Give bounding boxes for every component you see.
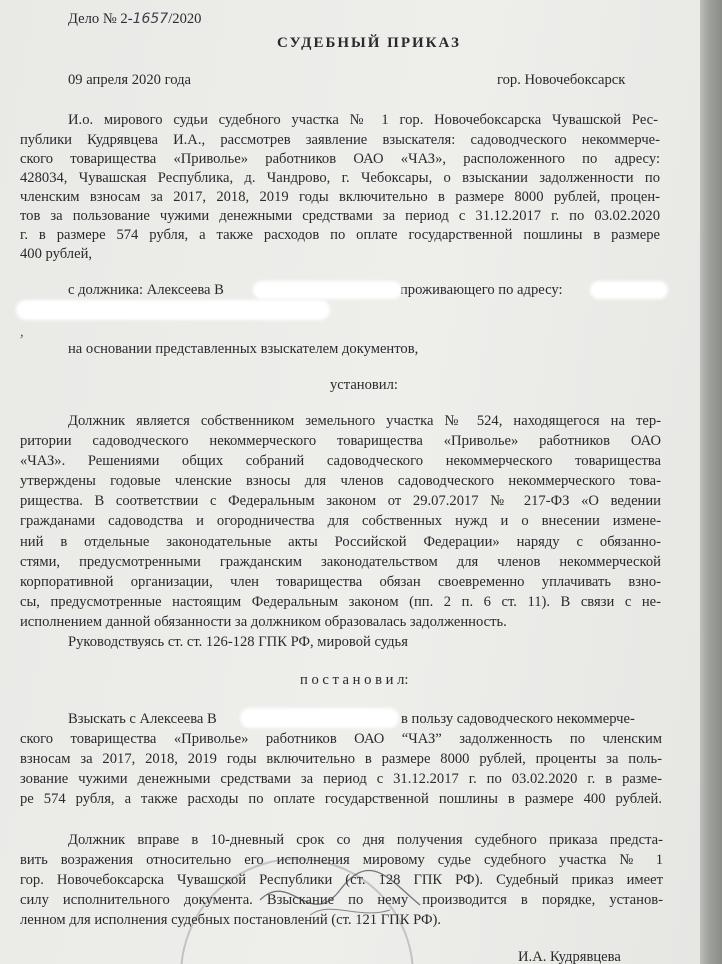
established-line: исполнением данной обязанности за должником образовалась задолженность. [20, 614, 507, 630]
rights-line: Должник вправе в 10-дневный срок со дня получения судебного приказа предста- [68, 832, 663, 848]
established-line: утверждены годовые членские взносы для членов садоводческого некоммерческого това- [20, 473, 661, 489]
document-title: СУДЕБНЫЙ ПРИКАЗ [277, 35, 461, 51]
ruled-heading: п о с т а н о в и л: [300, 672, 409, 688]
debtor-prefix: с должника: Алексеева В [68, 282, 224, 298]
ruled-first-prefix: Взыскать с Алексеева В [68, 711, 217, 727]
established-line: корпоративной организации, член товарищества обязан своевременно уплачивать взно- [20, 574, 661, 590]
rights-line: гор. Новочебоксарска Чувашской Республики (ст. 128 ГПК РФ). Судебный приказ имеет [20, 872, 663, 888]
established-line: стями, предусмотренными гражданским законодательством для членов некоммерческой [20, 554, 661, 570]
ruled-line: взносам за 2017, 2018, 2019 годы включительно в размере 8000 рублей, проценты за поль- [20, 751, 662, 767]
redaction-mark [18, 302, 328, 318]
established-line: гражданами садоводства и огородничества для собственных нужд и о внесении измене- [20, 513, 661, 529]
established-line: сы, предусмотренные настоящим Федеральным законом (пп. 2 п. 6 ст. 11). В связи с не- [20, 594, 661, 610]
basis-line: на основании представленных взыскателем документов, [68, 341, 419, 357]
intro-line: 428034, Чувашская Республика, д. Чандрово, г. Чебоксары, о взыскании задолженности по [20, 170, 660, 186]
established-line: рищества. В соответствии с Федеральным законом от 29.07.2017 № 217-ФЗ «О ведении [20, 493, 661, 509]
rights-line: ленном для исполнения судебных постановлений (ст. 121 ГПК РФ). [20, 912, 441, 928]
guided-line: Руководствуясь ст. ст. 126-128 ГПК РФ, мировой судья [68, 634, 408, 650]
established-line: Должник является собственником земельного участка № 524, находящегося на тер- [68, 413, 661, 429]
intro-line: И.о. мирового судьи судебного участка № 1 гор. Новочебоксарска Чувашской Рес- [68, 112, 658, 128]
case-number-handwritten: 1657 [132, 11, 169, 27]
case-suffix: /2020 [168, 11, 202, 27]
case-number [68, 9, 201, 29]
judge-signature-name: И.А. Кудрявцева [518, 949, 621, 964]
signature-scribble [250, 860, 430, 940]
redaction-mark [242, 710, 397, 726]
page-edge-shadow [700, 0, 722, 964]
redaction-mark [255, 283, 400, 297]
intro-line: членским взносам за 2017, 2018, 2019 годы включительно в размере 8000 рублей, процен- [20, 189, 660, 205]
ruled-line: ре 574 рубля, а также расходы по оплате государственной пошлины в размере 400 рублей. [20, 791, 662, 807]
established-heading: установил: [330, 377, 398, 393]
established-line: «ЧАЗ». Решениями общих собраний садоводческого некоммерческого товарищества [20, 453, 661, 469]
established-line: ритории садоводческого некоммерческого товарищества «Приволье» работников ОАО [20, 433, 661, 449]
stray-mark: , [20, 324, 24, 340]
rights-line: вить возражения относительно его исполнения мировому судье судебного участка № 1 [20, 852, 663, 868]
established-line: ний в отдельные законодательные акты Российской Федерации» наряду с обязанно- [20, 534, 661, 550]
rights-line: силу исполнительного документа. Взыскание по нему производится в порядке, установ- [20, 892, 663, 908]
case-prefix: Дело № 2- [68, 11, 133, 27]
document-place: гор. Новочебоксарск [497, 72, 626, 88]
ruled-line: зование чужими денежными средствами за период с 31.12.2017 г. по 03.02.2020 г. в разме- [20, 771, 662, 787]
ruled-first-suffix: в пользу садоводческого некоммерче- [401, 711, 635, 727]
redaction-mark [592, 283, 666, 297]
intro-line: публики Кудрявцева И.А., рассмотрев заявление взыскателя: садоводческого некоммерче- [20, 132, 660, 148]
intro-line: тов за пользование чужими денежными средствами за период с 31.12.2017 г. по 03.02.2020 [20, 208, 660, 224]
intro-line: г. в размере 574 рубля, а также расходов по оплате государственной пошлины в размере [20, 227, 660, 243]
debtor-address-label: проживающего по адресу: [400, 282, 563, 298]
intro-line: ского товарищества «Приволье» работников ОАО «ЧАЗ», расположенного по адресу: [20, 151, 660, 167]
document-date: 09 апреля 2020 года [68, 72, 191, 88]
ruled-line: ского товарищества «Приволье» работников ОАО “ЧАЗ” задолженность по членским [20, 731, 662, 747]
intro-line: 400 рублей, [20, 246, 93, 262]
